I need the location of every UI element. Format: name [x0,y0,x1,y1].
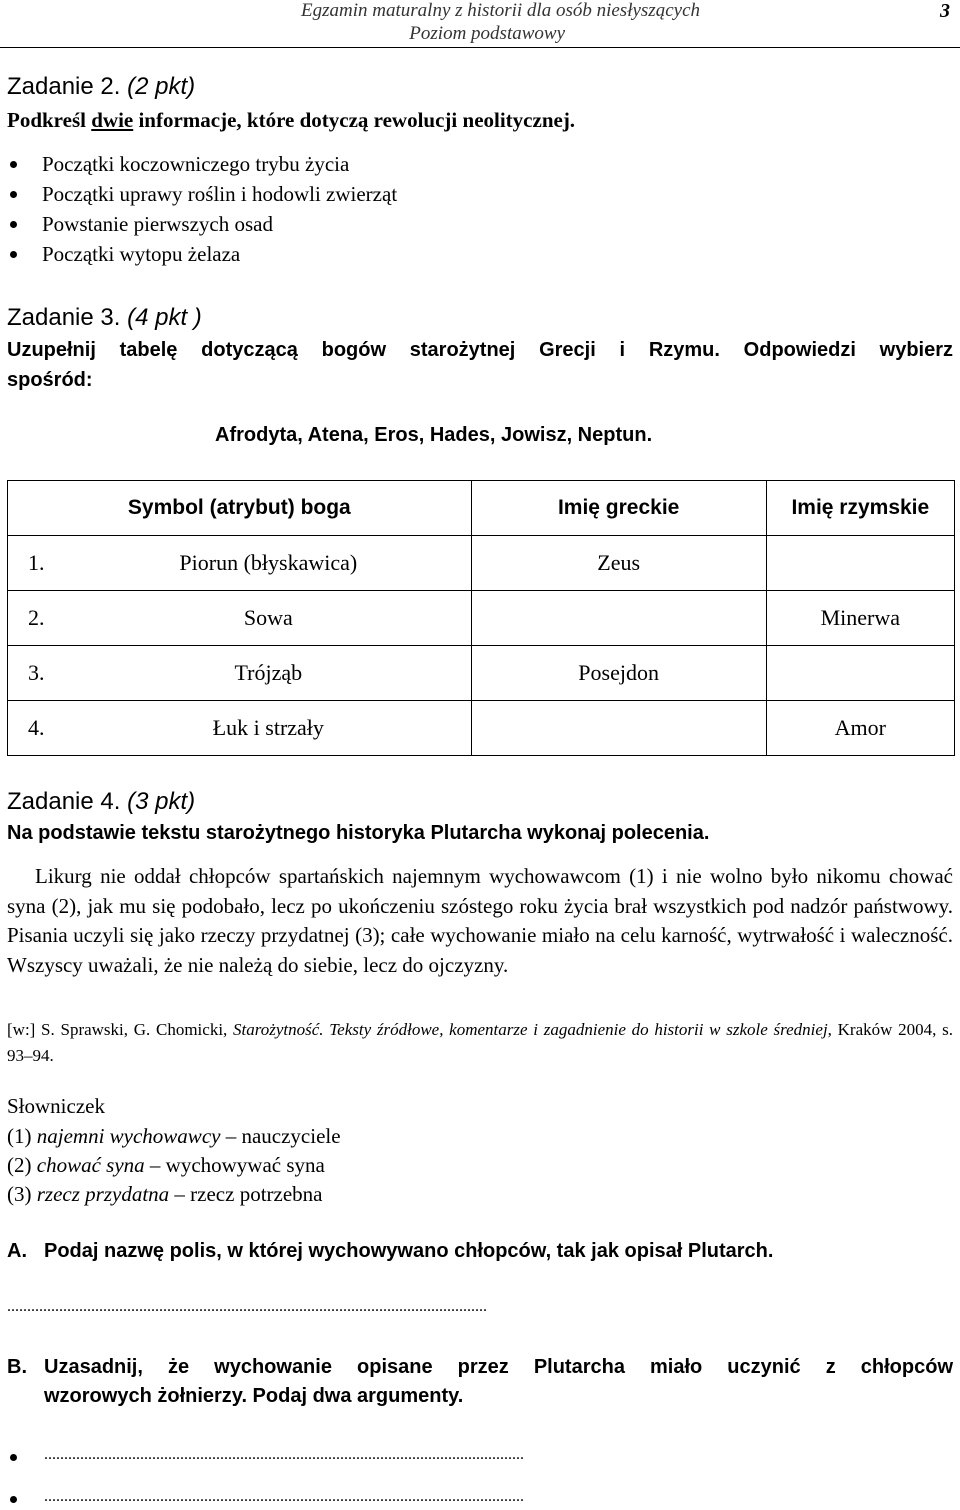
glossary-num: (3) [7,1182,32,1206]
roman-name-cell: Amor [766,701,954,756]
table-row [8,701,955,756]
row-number: 2. [8,591,67,646]
task2-options-list [8,150,397,270]
task3-points: (4 pkt ) [127,304,202,331]
table-row [8,591,955,646]
page-number: 3 [940,0,950,22]
bullet-icon [10,1454,17,1461]
header-roman: Imię rzymskie [766,481,954,536]
partA-question: Podaj nazwę polis, w której wychowywano chłopców, tak jak opisał Plutarch. [44,1240,774,1262]
plutarch-text: Likurg nie oddał chłopców spartańskich najemnym wychowawcom (1) i nie wolno było nikomu chować syna (2), jak mu się podobało, lecz po ukończeniu szóstego roku życia brał wszystkich pod nadzór państwowy. Pisania uczyli się jako rzeczy przydatnej (3); całe wychowanie miało na celu karność, wytrwałość i waleczność. Wszyscy uważali, że nie należą do siebie, lecz do ojczyzny. [7,864,953,977]
table-row [8,536,955,591]
table-header-row [8,481,955,536]
task2-option[interactable]: Początki koczowniczego trybu życia [8,150,397,180]
task2-option[interactable]: Początki wytopu żelaza [8,240,397,270]
source-citation [7,1017,953,1069]
partA-label: A. [7,1240,27,1262]
symbol-cell: Łuk i strzały [66,701,471,756]
partB-answer-line[interactable]: ........................................................................................................................ [44,1488,524,1505]
row-number: 4. [8,701,67,756]
gods-table [7,480,955,756]
task2-title: Zadanie 2. [7,73,121,100]
glossary-term: chować syna [36,1153,145,1177]
glossary-entry [7,1153,325,1178]
exam-level: Poziom podstawowy [409,23,565,44]
symbol-cell: Sowa [66,591,471,646]
greek-name-cell[interactable] [471,591,766,646]
partA-answer-line[interactable]: ........................................................................................................................ [7,1298,487,1315]
greek-name-cell[interactable] [471,701,766,756]
glossary-term: rzecz przydatna [36,1182,170,1206]
source-publication: , Kraków 2004, s. 93–94. [7,1020,953,1065]
glossary-def: – nauczyciele [225,1124,341,1148]
task4-points: (3 pkt) [127,788,196,815]
task4-title: Zadanie 4. [7,788,121,815]
task4-instruction: Na podstawie tekstu starożytnego historyka Plutarcha wykonaj polecenia. [7,822,710,844]
symbol-cell: Trójząb [66,646,471,701]
source-authors: [w:] S. Sprawski, G. Chomicki, [7,1020,234,1039]
roman-name-cell: Minerwa [766,591,954,646]
partB-question-line2: wzorowych żołnierzy. Podaj dwa argumenty. [44,1385,464,1407]
greek-name-cell: Zeus [471,536,766,591]
glossary-def: – wychowywać syna [149,1153,325,1177]
roman-name-cell[interactable] [766,536,954,591]
task2-instruction [7,108,575,133]
partB-answer-line[interactable]: ........................................................................................................................ [44,1446,524,1463]
glossary-num: (2) [7,1153,32,1177]
task2-option[interactable]: Początki uprawy roślin i hodowli zwierząt [8,180,397,210]
partB-label: B. [7,1356,27,1378]
task3-heading [7,304,202,332]
task2-points: (2 pkt) [127,73,196,100]
bullet-icon [10,1496,17,1503]
glossary-def: – rzecz potrzebna [174,1182,323,1206]
partB-question-line1: Uzasadnij, że wychowanie opisane przez Plutarcha miało uczynić z chłopców [44,1356,953,1378]
task3-instruction-line1: Uzupełnij tabelę dotyczącą bogów starożytnej Grecji i Rzymu. Odpowiedzi wybierz [7,339,953,361]
task3-instruction-line2: spośród: [7,369,93,391]
glossary-entry [7,1182,323,1207]
roman-name-cell[interactable] [766,646,954,701]
task3-title: Zadanie 3. [7,304,121,331]
table-row [8,646,955,701]
glossary-title: Słowniczek [7,1094,105,1118]
greek-name-cell: Posejdon [471,646,766,701]
task3-choices: Afrodyta, Atena, Eros, Hades, Jowisz, Neptun. [215,424,653,446]
task2-heading [7,73,195,101]
exam-title: Egzamin maturalny z historii dla osób niesłyszących [301,0,700,21]
task2-instruction-post: informacje, które dotyczą rewolucji neolitycznej. [133,108,576,132]
header-symbol: Symbol (atrybut) boga [8,481,472,536]
row-number: 3. [8,646,67,701]
row-number: 1. [8,536,67,591]
glossary-entry [7,1124,341,1149]
header-greek: Imię greckie [471,481,766,536]
source-title: Starożytność. Teksty źródłowe, komentarze i zagadnienie do historii w szkole średniej [233,1020,828,1039]
task2-instruction-pre: Podkreśl [7,108,92,132]
task2-instruction-underlined: dwie [91,108,134,132]
glossary-term: najemni wychowawcy [36,1124,221,1148]
task2-option[interactable]: Powstanie pierwszych osad [8,210,397,240]
glossary-num: (1) [7,1124,32,1148]
page-header [0,0,960,48]
task4-heading [7,788,195,816]
symbol-cell: Piorun (błyskawica) [66,536,471,591]
